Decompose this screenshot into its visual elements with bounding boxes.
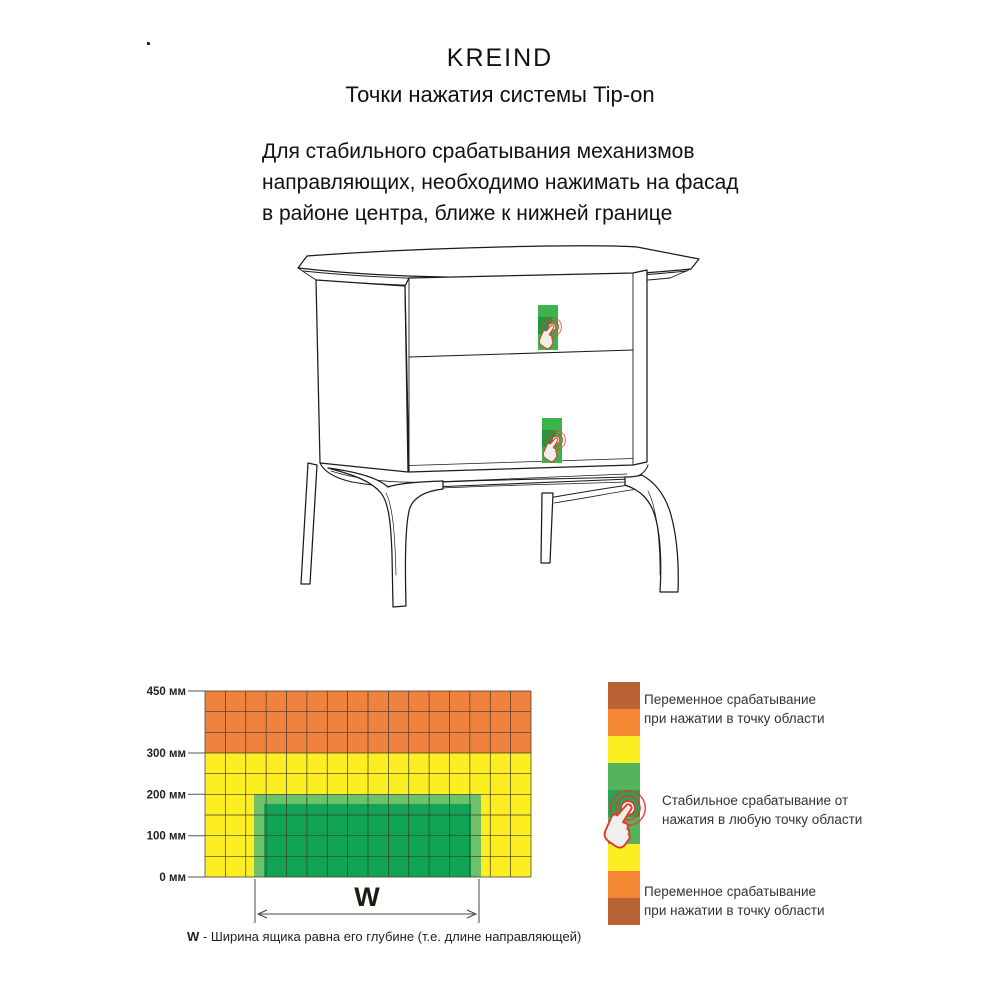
- furniture-illustration: [190, 235, 750, 635]
- nightstand-drawing: [190, 235, 750, 635]
- legend-bar-segment: [608, 871, 640, 898]
- legend-item-stable: [662, 791, 862, 829]
- zone-grid-svg: [140, 665, 560, 935]
- legend-item-variable-bottom: [644, 882, 825, 920]
- header: [0, 44, 1000, 108]
- legend-item-variable-top: [644, 690, 825, 728]
- footnote-text: - Ширина ящика равна его глубине (т.е. длине направляющей): [199, 929, 582, 944]
- front-left-leg: [328, 468, 443, 607]
- legend-line: при нажатии в точку области: [644, 903, 825, 918]
- legend-line: Стабильное срабатывание от: [662, 793, 849, 808]
- legend-bar-segment: [608, 682, 640, 709]
- width-label: W: [354, 882, 380, 912]
- y-axis: [188, 691, 205, 877]
- tick-0: 0 мм: [159, 872, 186, 884]
- back-right-leg: [541, 493, 553, 563]
- tick-100: 100 мм: [146, 830, 186, 843]
- back-left-leg: [301, 463, 317, 584]
- cabinet-body: [316, 270, 647, 472]
- legend-line: Переменное срабатывание: [644, 692, 817, 707]
- footnote-symbol: W: [187, 929, 200, 944]
- description-paragraph: [262, 136, 739, 229]
- front-right-leg: [625, 475, 678, 592]
- tick-450: 450 мм: [146, 686, 186, 698]
- tick-300: 300 мм: [146, 748, 186, 760]
- legend-line: Переменное срабатывание: [644, 884, 817, 899]
- description-line: направляющих, необходимо нажимать на фасад: [262, 171, 739, 194]
- legend-press-hand-icon: [596, 776, 676, 861]
- press-zone-diagram: [140, 665, 560, 935]
- page-subtitle: Точки нажатия системы Tip-on: [345, 82, 655, 107]
- description-line: Для стабильного срабатывания механизмов: [262, 140, 695, 163]
- footnote: [187, 929, 581, 944]
- legend-line: нажатия в любую точку области: [662, 812, 863, 827]
- legend-bar-segment: [608, 709, 640, 736]
- brand-title: KREIND: [446, 44, 554, 72]
- y-axis-labels: [147, 686, 186, 884]
- description-line: в районе центра, ближе к нижней границе: [262, 202, 673, 225]
- legend-bar-segment: [608, 736, 640, 763]
- legend-bar-segment: [608, 898, 640, 925]
- legend-line: при нажатии в точку области: [644, 711, 825, 726]
- tick-200: 200 мм: [146, 789, 186, 802]
